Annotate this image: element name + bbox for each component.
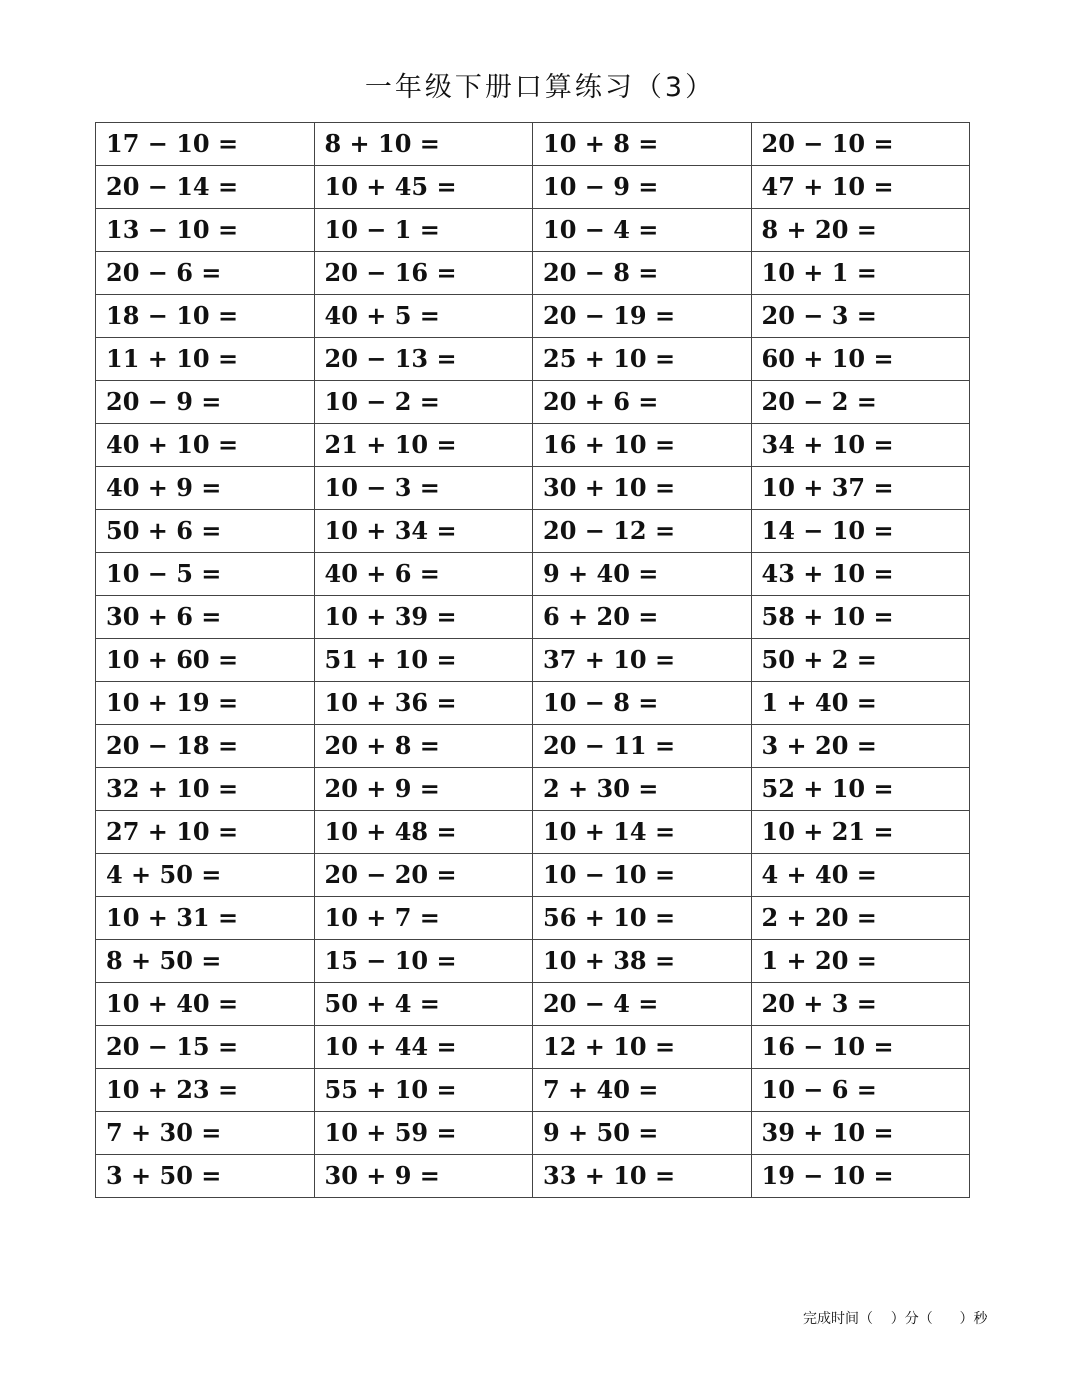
problem-cell: 10 + 21 = bbox=[751, 811, 970, 854]
problem-cell: 50 + 4 = bbox=[314, 983, 533, 1026]
problem-cell: 10 + 34 = bbox=[314, 510, 533, 553]
arithmetic-table-body bbox=[96, 123, 970, 1198]
problem-cell: 10 + 40 = bbox=[96, 983, 315, 1026]
problem-cell: 10 + 60 = bbox=[96, 639, 315, 682]
problem-cell: 10 − 5 = bbox=[96, 553, 315, 596]
problem-cell: 1 + 20 = bbox=[751, 940, 970, 983]
problem-cell: 50 + 2 = bbox=[751, 639, 970, 682]
problem-cell: 10 + 14 = bbox=[533, 811, 752, 854]
table-row bbox=[96, 381, 970, 424]
problem-cell: 20 − 12 = bbox=[533, 510, 752, 553]
problem-cell: 10 + 8 = bbox=[533, 123, 752, 166]
completion-time-label: 完成时间（ ）分（ ）秒 bbox=[803, 1311, 988, 1327]
problem-cell: 9 + 40 = bbox=[533, 553, 752, 596]
problem-cell: 51 + 10 = bbox=[314, 639, 533, 682]
problem-cell: 20 − 3 = bbox=[751, 295, 970, 338]
problem-cell: 10 + 59 = bbox=[314, 1112, 533, 1155]
table-row bbox=[96, 897, 970, 940]
problem-cell: 10 + 45 = bbox=[314, 166, 533, 209]
problem-cell: 37 + 10 = bbox=[533, 639, 752, 682]
problem-cell: 7 + 40 = bbox=[533, 1069, 752, 1112]
problem-cell: 16 − 10 = bbox=[751, 1026, 970, 1069]
problem-cell: 58 + 10 = bbox=[751, 596, 970, 639]
problem-cell: 20 − 2 = bbox=[751, 381, 970, 424]
problem-cell: 25 + 10 = bbox=[533, 338, 752, 381]
table-row bbox=[96, 209, 970, 252]
problem-cell: 7 + 30 = bbox=[96, 1112, 315, 1155]
problem-cell: 10 − 9 = bbox=[533, 166, 752, 209]
problem-cell: 2 + 20 = bbox=[751, 897, 970, 940]
problem-cell: 10 + 31 = bbox=[96, 897, 315, 940]
problem-cell: 40 + 9 = bbox=[96, 467, 315, 510]
problem-cell: 10 + 37 = bbox=[751, 467, 970, 510]
table-row bbox=[96, 983, 970, 1026]
problem-cell: 10 − 6 = bbox=[751, 1069, 970, 1112]
problem-cell: 10 − 10 = bbox=[533, 854, 752, 897]
table-row bbox=[96, 252, 970, 295]
problem-cell: 20 − 11 = bbox=[533, 725, 752, 768]
problem-cell: 17 − 10 = bbox=[96, 123, 315, 166]
problem-cell: 9 + 50 = bbox=[533, 1112, 752, 1155]
problem-cell: 20 − 15 = bbox=[96, 1026, 315, 1069]
problem-cell: 12 + 10 = bbox=[533, 1026, 752, 1069]
problem-cell: 20 − 10 = bbox=[751, 123, 970, 166]
problem-cell: 4 + 50 = bbox=[96, 854, 315, 897]
problem-cell: 27 + 10 = bbox=[96, 811, 315, 854]
problem-cell: 20 − 19 = bbox=[533, 295, 752, 338]
problem-cell: 16 + 10 = bbox=[533, 424, 752, 467]
problem-cell: 20 − 20 = bbox=[314, 854, 533, 897]
problem-cell: 3 + 50 = bbox=[96, 1155, 315, 1198]
page-title: 一年级下册口算练习（3） bbox=[364, 72, 716, 103]
table-row bbox=[96, 682, 970, 725]
problem-cell: 50 + 6 = bbox=[96, 510, 315, 553]
problem-cell: 40 + 5 = bbox=[314, 295, 533, 338]
problem-cell: 10 − 8 = bbox=[533, 682, 752, 725]
problem-cell: 43 + 10 = bbox=[751, 553, 970, 596]
table-row bbox=[96, 596, 970, 639]
table-row bbox=[96, 768, 970, 811]
table-row bbox=[96, 725, 970, 768]
arithmetic-table bbox=[95, 122, 970, 1198]
table-row bbox=[96, 811, 970, 854]
problem-cell: 10 − 3 = bbox=[314, 467, 533, 510]
table-row bbox=[96, 1112, 970, 1155]
problem-cell: 20 − 4 = bbox=[533, 983, 752, 1026]
problem-cell: 10 + 38 = bbox=[533, 940, 752, 983]
table-row bbox=[96, 1069, 970, 1112]
problem-cell: 15 − 10 = bbox=[314, 940, 533, 983]
problem-cell: 20 + 3 = bbox=[751, 983, 970, 1026]
table-row bbox=[96, 295, 970, 338]
problem-cell: 20 − 13 = bbox=[314, 338, 533, 381]
problem-cell: 10 − 2 = bbox=[314, 381, 533, 424]
problem-cell: 3 + 20 = bbox=[751, 725, 970, 768]
table-row bbox=[96, 639, 970, 682]
problem-cell: 30 + 10 = bbox=[533, 467, 752, 510]
problem-cell: 52 + 10 = bbox=[751, 768, 970, 811]
problem-cell: 8 + 10 = bbox=[314, 123, 533, 166]
problem-cell: 20 − 18 = bbox=[96, 725, 315, 768]
problem-cell: 19 − 10 = bbox=[751, 1155, 970, 1198]
problem-cell: 10 − 4 = bbox=[533, 209, 752, 252]
problem-cell: 40 + 10 = bbox=[96, 424, 315, 467]
problem-cell: 21 + 10 = bbox=[314, 424, 533, 467]
problem-cell: 47 + 10 = bbox=[751, 166, 970, 209]
table-row bbox=[96, 510, 970, 553]
problem-cell: 10 + 48 = bbox=[314, 811, 533, 854]
problem-cell: 18 − 10 = bbox=[96, 295, 315, 338]
table-row bbox=[96, 424, 970, 467]
table-row bbox=[96, 1155, 970, 1198]
problem-cell: 20 + 8 = bbox=[314, 725, 533, 768]
table-row bbox=[96, 854, 970, 897]
problem-cell: 8 + 20 = bbox=[751, 209, 970, 252]
problem-cell: 6 + 20 = bbox=[533, 596, 752, 639]
table-row bbox=[96, 1026, 970, 1069]
problem-cell: 13 − 10 = bbox=[96, 209, 315, 252]
problem-cell: 20 − 8 = bbox=[533, 252, 752, 295]
problem-cell: 20 + 6 = bbox=[533, 381, 752, 424]
problem-cell: 20 + 9 = bbox=[314, 768, 533, 811]
problem-cell: 30 + 6 = bbox=[96, 596, 315, 639]
problem-cell: 39 + 10 = bbox=[751, 1112, 970, 1155]
problem-cell: 14 − 10 = bbox=[751, 510, 970, 553]
problem-cell: 34 + 10 = bbox=[751, 424, 970, 467]
table-row bbox=[96, 338, 970, 381]
problem-cell: 20 − 9 = bbox=[96, 381, 315, 424]
problem-cell: 10 + 1 = bbox=[751, 252, 970, 295]
problem-cell: 10 + 39 = bbox=[314, 596, 533, 639]
table-row bbox=[96, 166, 970, 209]
problem-cell: 60 + 10 = bbox=[751, 338, 970, 381]
problem-cell: 11 + 10 = bbox=[96, 338, 315, 381]
problem-cell: 2 + 30 = bbox=[533, 768, 752, 811]
problem-cell: 10 + 36 = bbox=[314, 682, 533, 725]
problem-cell: 56 + 10 = bbox=[533, 897, 752, 940]
problem-cell: 33 + 10 = bbox=[533, 1155, 752, 1198]
problem-cell: 32 + 10 = bbox=[96, 768, 315, 811]
table-row bbox=[96, 940, 970, 983]
problem-cell: 10 + 19 = bbox=[96, 682, 315, 725]
problem-cell: 30 + 9 = bbox=[314, 1155, 533, 1198]
problem-cell: 55 + 10 = bbox=[314, 1069, 533, 1112]
problem-cell: 8 + 50 = bbox=[96, 940, 315, 983]
table-row bbox=[96, 123, 970, 166]
problem-cell: 1 + 40 = bbox=[751, 682, 970, 725]
problem-cell: 20 − 6 = bbox=[96, 252, 315, 295]
problem-cell: 10 + 23 = bbox=[96, 1069, 315, 1112]
problem-cell: 10 + 44 = bbox=[314, 1026, 533, 1069]
problem-cell: 40 + 6 = bbox=[314, 553, 533, 596]
problem-cell: 20 − 14 = bbox=[96, 166, 315, 209]
problem-cell: 10 − 1 = bbox=[314, 209, 533, 252]
problem-cell: 4 + 40 = bbox=[751, 854, 970, 897]
problem-cell: 20 − 16 = bbox=[314, 252, 533, 295]
table-row bbox=[96, 553, 970, 596]
table-row bbox=[96, 467, 970, 510]
problem-cell: 10 + 7 = bbox=[314, 897, 533, 940]
